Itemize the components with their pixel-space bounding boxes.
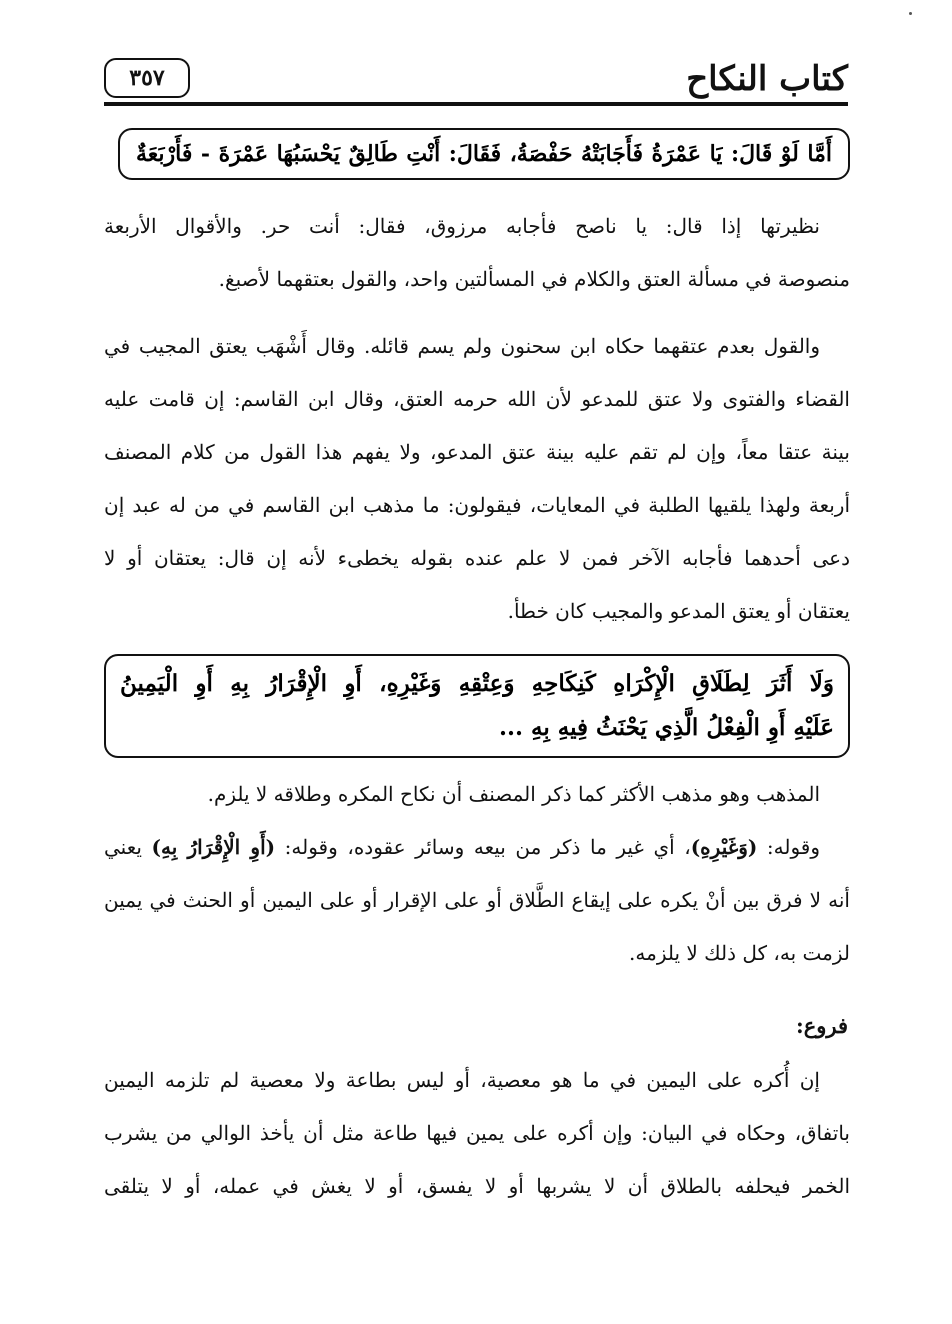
section-heading: فروع: — [795, 1013, 848, 1038]
text-line: يعتقان أو يعتق المدعو والمجيب كان خطأ. — [507, 599, 850, 623]
page-number: ٣٥٧ — [104, 58, 190, 98]
text-run: ، أي غير ما ذكر من بيعه وسائر عقوده، وقوله: — [275, 835, 691, 859]
commentary-paragraph-4 — [104, 1054, 850, 1213]
text-line: لزمت به، كل ذلك لا يلزمه. — [629, 941, 850, 965]
commentary-paragraph-3 — [104, 768, 850, 980]
commentary-paragraph-1 — [104, 200, 850, 306]
quoted-matn-term: (أَوِ الْإِقْرَارُ بِهِ) — [151, 835, 276, 859]
text-line: منصوصة في مسألة العتق والكلام في المسألتين واحد، والقول بعتقهما لأصبغ. — [218, 267, 850, 291]
text-line: نظيرتها إذا قال: يا ناصح فأجابه مرزوق، فقال: أنت حر. والأقوال الأربعة — [104, 214, 820, 238]
book-chapter-title: كتاب النكاح — [686, 59, 848, 99]
text-line: أربعة ولهذا يلقيها الطلبة في المعايات، فيقولون: ما مذهب ابن القاسم في من له عبد إن — [104, 493, 851, 517]
text-line: والقول بعدم عتقهما حكاه ابن سحنون ولم يسم قائله. وقال أَشْهَب يعتق المجيب في — [104, 334, 820, 358]
matn-line: عَلَيْهِ أَوِ الْفِعْلُ الَّذِي يَحْنَثُ فِيهِ بِهِ ... — [499, 714, 834, 741]
text-line — [104, 821, 850, 874]
text-line: بينة عتقا معاً، وإن لم تقم عليه بينة عتق المدعو، ولا يفهم هذا القول من كلام المصنف — [104, 440, 850, 464]
scan-speck — [909, 12, 912, 15]
text-line: باتفاق، وحكاه في البيان: وإن أكره على يمين فيها طاعة مثل أن يأخذ الوالي من يشرب — [104, 1121, 850, 1145]
matn-box-1: أَمَّا لَوْ قَالَ: يَا عَمْرَةُ فَأَجَابَتْهُ حَفْصَةُ، فَقَالَ: أَنْتِ طَالِقٌ يَحْسَبُهَا عَمْرَةَ - فَأَرْبَعَةٌ — [118, 128, 850, 180]
text-line: دعى أحدهما فأجابه الآخر فمن لا علم عنده بقوله يخطىء لأنه إن قال: يعتقان أو لا — [104, 546, 850, 570]
text-line: المذهب وهو مذهب الأكثر كما ذكر المصنف أن نكاح المكره وطلاقه لا يلزم. — [207, 782, 820, 806]
text-line: إن أُكره على اليمين في ما هو معصية، أو ليس بطاعة ولا معصية لم تلزمه اليمين — [104, 1068, 820, 1092]
matn-box-2 — [104, 654, 850, 758]
text-line: أنه لا فرق بين أنْ يكره على إيقاع الطَّلاق أو على الإقرار أو على اليمين أو الحنث في يمين — [104, 888, 850, 912]
text-run: وقوله: — [757, 835, 820, 859]
header-rule — [104, 102, 848, 106]
text-line: القضاء والفتوى ولا عتق للمدعو لأن الله حرمه العتق، وقال ابن القاسم: إن قامت عليه — [104, 387, 850, 411]
matn-line: وَلَا أَثَرَ لِطَلَاقِ الْإِكْرَاهِ كَنِكَاحِهِ وَعِتْقِهِ وَغَيْرِهِ، أَوِ الْإِقْرَارُ بِهِ أَوِ الْيَمِينُ — [120, 670, 834, 697]
text-run: يعني — [104, 835, 152, 859]
quoted-matn-term: (وَغَيْرِهِ) — [690, 835, 758, 859]
running-header — [104, 56, 848, 106]
commentary-paragraph-2 — [104, 320, 850, 638]
text-line: الخمر فيحلفه بالطلاق أن لا يشربها أو لا يفسق، أو لا يغش في عمله، أو لا يتلقى — [104, 1174, 850, 1198]
